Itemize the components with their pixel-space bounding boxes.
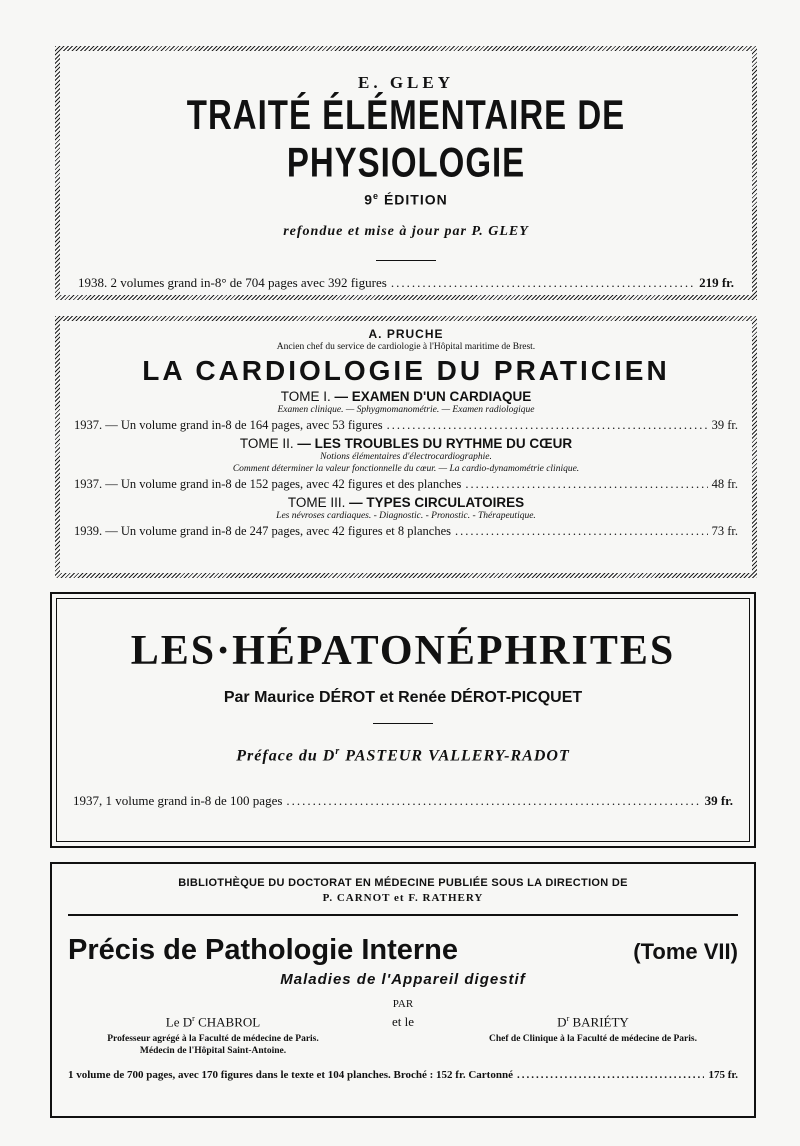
book-title: TRAITÉ ÉLÉMENTAIRE DE PHYSIOLOGIE [186,91,626,186]
listing-row [73,793,733,809]
tome-subject: — LES TROUBLES DU RYTHME DU CŒUR [297,436,573,451]
listing-row [74,524,738,539]
tome-number: TOME II. [239,436,294,451]
authors: Par Maurice DÉROT et Renée DÉROT-PICQUET [223,689,583,706]
tome-number: TOME III. [287,495,346,510]
ad-precis-pathologie [50,862,756,1118]
conjunction: et le [391,1014,414,1029]
leader-dots [465,477,707,492]
leader-dots [455,524,708,539]
preface-name: PASTEUR VALLERY-RADOT [345,747,570,765]
divider [373,723,433,724]
preface-prefix: Préface du D [236,747,336,765]
ad-cardiologie-praticien [55,316,757,578]
series-name: BIBLIOTHÈQUE DU DOCTORAT EN MÉDECINE PUBLIÉE SOUS LA DIRECTION DE [178,877,628,889]
reviser: refondue et mise à jour par P. GLEY [283,223,529,239]
leader-dots [517,1069,705,1081]
authors-row [68,1014,738,1057]
divider [68,914,738,916]
listing-text: 1937. — Un volume grand in-8 de 164 pages, avec 53 figures [74,418,383,432]
listing-text: 1937. — Un volume grand in-8 de 152 pages, avec 42 figures et des planches [74,477,462,491]
price: 48 fr. [711,477,738,491]
book-title: Précis de Pathologie Interne [68,934,458,966]
divider [376,260,436,261]
tome-number: TOME I. [280,389,331,404]
author-name: A. PRUCHE [368,327,444,341]
price: 39 fr. [704,793,733,809]
leader-dots [387,418,708,433]
tome-subject: — TYPES CIRCULATOIRES [349,495,525,510]
tome-topics: Les névroses cardiaques. - Diagnostic. - Pronostic. - Thérapeutique. [276,511,536,521]
title-row [68,934,738,967]
listing-text: 1 volume de 700 pages, avec 170 figures dans le texte et 104 planches. Broché : 152 fr. Cartonné [68,1069,513,1082]
series-directors: P. CARNOT et F. RATHERY [322,892,484,904]
tome-heading [74,436,738,451]
ad-traite-physiologie [55,46,757,300]
edition-word: ÉDITION [383,191,448,208]
tome-topics: Notions élémentaires d'électrocardiographie. [320,452,492,462]
price: 73 fr. [711,524,738,538]
listing-row [74,418,738,433]
tome-label: (Tome VII) [633,939,738,964]
book-title: LES·HÉPATONÉPHRITES [130,628,676,674]
tome-heading [74,495,738,510]
leader-dots [391,275,695,291]
author-sup: r [566,1014,570,1023]
author-surname: BARIÉTY [572,1014,629,1030]
tome-heading [74,389,738,404]
series-header [68,876,738,906]
preface [73,746,733,765]
tome-topics: Comment déterminer la valeur fonctionnelle du cœur. — La cardio-dynamométrie clinique. [232,464,580,474]
edition-sup: e [373,191,380,201]
listing-text: 1939. — Un volume grand in-8 de 247 pages, avec 42 figures et 8 planches [74,524,451,538]
author-description: Médecin de l'Hôpital Saint-Antoine. [139,1046,287,1057]
edition-number: 9 [364,191,374,208]
author-title: Le D [165,1014,193,1030]
author-block [68,1014,358,1057]
listing-row [74,477,738,492]
author-description: Chef de Clinique à la Faculté de médecine de Paris. [489,1034,697,1045]
author-name: E. GLEY [357,73,455,92]
author-description: Professeur agrégé à la Faculté de médecine de Paris. [107,1034,319,1045]
price: 39 fr. [711,418,738,432]
edition [78,191,734,208]
author-name [68,1014,358,1030]
author-surname: CHABROL [198,1014,261,1030]
par-label: PAR [392,998,414,1010]
leader-dots [286,793,700,809]
listing-row [68,1069,738,1081]
book-title: LA CARDIOLOGIE DU PRATICIEN [142,355,670,386]
book-subtitle: Maladies de l'Appareil digestif [280,971,526,988]
preface-sup: r [335,746,341,757]
author-affiliation: Ancien chef du service de cardiologie à l'Hôpital maritime de Brest. [276,342,536,352]
tome-topics: Examen clinique. — Sphygmomanométrie. — Examen radiologique [277,405,535,415]
author-name [448,1014,738,1030]
tome-subject: — EXAMEN D'UN CARDIAQUE [334,389,532,404]
listing-text: 1938. 2 volumes grand in-8° de 704 pages avec 392 figures [78,274,387,290]
listing-row [78,275,734,291]
price: 219 fr. [699,274,734,290]
ad-hepatonephrites [50,592,756,848]
author-title: D [557,1014,567,1030]
author-sup: r [192,1014,195,1023]
listing-text: 1937, 1 volume grand in-8 de 100 pages [73,793,283,809]
author-block [448,1014,738,1045]
price: 175 fr. [708,1069,738,1082]
